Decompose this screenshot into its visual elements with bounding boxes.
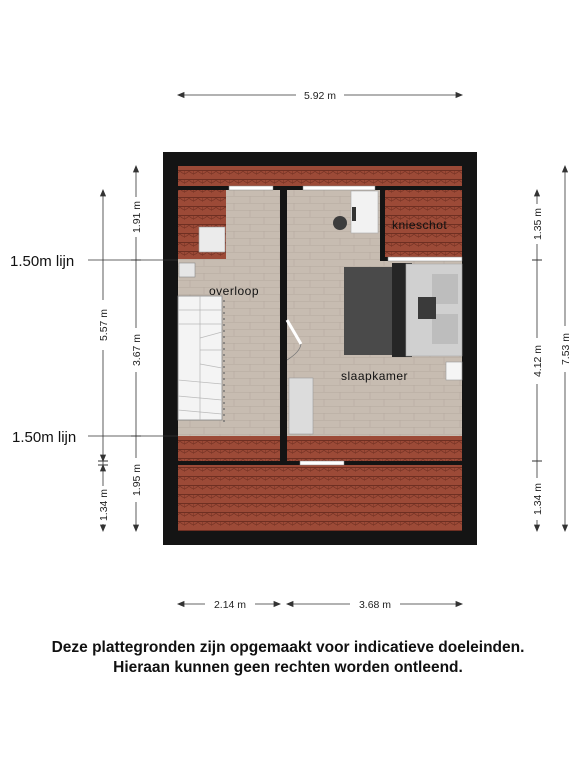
disclaimer-line-1: Deze plattegronden zijn opgemaakt voor indicatieve doeleinden. (51, 639, 525, 656)
dim-label-left-outer: 5.57 m (98, 308, 110, 342)
desk-chair (333, 216, 347, 230)
dim-label-bottom-left: 2.14 m (213, 599, 247, 611)
lijn-label-upper: 1.50m lijn (10, 253, 75, 270)
roof-bottom-band (178, 436, 462, 461)
dim-label-left-bottom: 1.34 m (98, 488, 110, 522)
dim-label-left-inner-mid: 3.67 m (131, 333, 143, 367)
roof-bottom (178, 465, 462, 531)
dim-label-left-inner-top: 1.91 m (131, 200, 143, 234)
dim-label-left-inner-bottom: 1.95 m (131, 463, 143, 497)
dim-label-right-outer: 7.53 m (560, 332, 572, 366)
window-right (388, 257, 462, 261)
storage-box (199, 227, 225, 252)
dim-label-right-inner-mid: 4.12 m (532, 344, 544, 378)
room-label-overloop: overloop (209, 284, 260, 298)
bed (344, 263, 462, 357)
radiator (179, 263, 195, 277)
room-label-slaapkamer: slaapkamer (341, 369, 409, 383)
window-overloop (229, 186, 273, 190)
dim-label-bottom-right: 3.68 m (358, 599, 392, 611)
window-slaapkamer (303, 186, 375, 190)
interior-wall-center (280, 188, 287, 463)
overloop-floor (226, 190, 280, 436)
staircase (178, 296, 224, 422)
disclaimer (0, 638, 576, 678)
dim-label-top: 5.92 m (303, 90, 337, 102)
window-bottom (300, 461, 344, 465)
disclaimer-line-2: Hieraan kunnen geen rechten worden ontleend. (113, 659, 463, 676)
dim-label-right-inner-bottom: 1.34 m (532, 482, 544, 516)
interior-wall-knieschot (380, 188, 385, 260)
monitor (352, 207, 356, 221)
roof-top (178, 166, 462, 188)
lijn-label-lower: 1.50m lijn (12, 429, 77, 446)
wardrobe (289, 378, 313, 434)
room-label-knieschot: knieschot (392, 218, 448, 232)
dim-label-right-inner-top: 1.35 m (532, 207, 544, 241)
nightstand (446, 362, 462, 380)
